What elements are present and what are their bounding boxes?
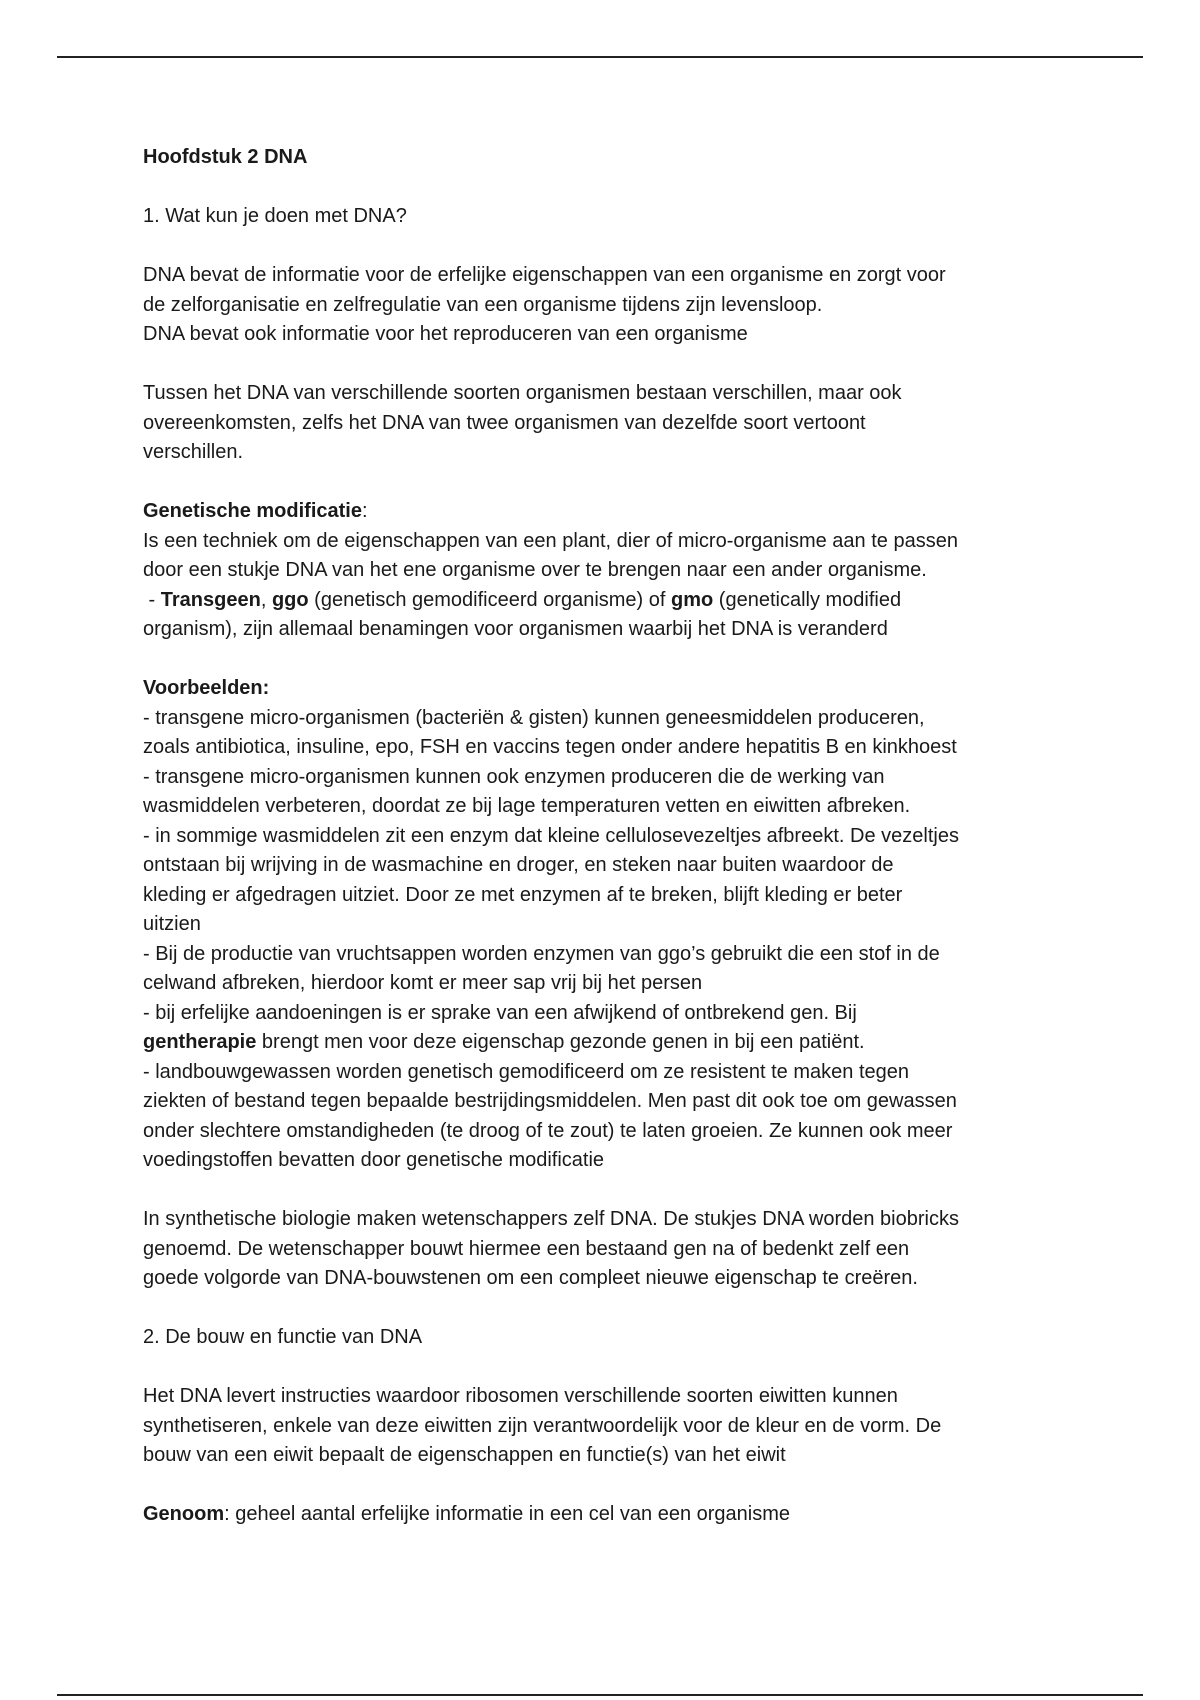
text-line: genoemd. De wetenschapper bouwt hiermee een bestaand gen na of bedenkt zelf een	[143, 1237, 910, 1260]
document-body	[143, 143, 1063, 1559]
text-line: - Bij de productie van vruchtsappen worden enzymen van ggo’s gebruikt die een stof in de	[143, 942, 940, 965]
text-line: - bij erfelijke aandoeningen is er sprake van een afwijkend of ontbrekend gen. Bij	[143, 1001, 857, 1024]
text-line: bouw van een eiwit bepaalt de eigenschappen en functie(s) van het eiwit	[143, 1444, 786, 1466]
examples-title: Voorbeelden:	[143, 677, 270, 699]
term-genetische-modificatie: Genetische modificatie	[143, 500, 362, 522]
text-line: kleding er afgedragen uitziet. Door ze met enzymen af te breken, blijft kleding er beter	[143, 883, 903, 906]
text-line: celwand afbreken, hierdoor komt er meer sap vrij bij het persen	[143, 972, 703, 994]
text-line: - transgene micro-organismen kunnen ook enzymen produceren die de werking van	[143, 765, 885, 788]
text-line: Het DNA levert instructies waardoor ribosomen verschillende soorten eiwitten kunnen	[143, 1385, 898, 1407]
text-line: overeenkomsten, zelfs het DNA van twee organismen van dezelfde soort vertoont	[143, 411, 866, 434]
text-line: ontstaan bij wrijving in de wasmachine en droger, en steken naar buiten waardoor de	[143, 854, 894, 876]
paragraph-dna-info	[143, 261, 1063, 350]
term-gmo: gmo	[671, 588, 714, 611]
text-line: ziekten of bestand tegen bepaalde bestrijdingsmiddelen. Men past dit ook toe om gewassen	[143, 1090, 957, 1112]
text-line: organism), zijn allemaal benamingen voor organismen waarbij het DNA is veranderd	[143, 618, 888, 640]
bottom-rule	[57, 1694, 1143, 1696]
text-line: voedingstoffen bevatten door genetische modificatie	[143, 1149, 605, 1171]
text-line: synthetiseren, enkele van deze eiwitten zijn verantwoordelijk voor de kleur en de vorm. De	[143, 1414, 942, 1437]
term-genoom: Genoom	[143, 1503, 225, 1525]
paragraph-synthetic-biology	[143, 1205, 1063, 1294]
text-line: Is een techniek om de eigenschappen van een plant, dier of micro-organisme aan te passen	[143, 529, 958, 552]
paragraph-examples	[143, 674, 1063, 1176]
term-gentherapie: gentherapie	[143, 1031, 257, 1053]
paragraph-genetic-modification	[143, 497, 1063, 645]
text-line: - transgene micro-organismen (bacteriën & gisten) kunnen geneesmiddelen produceren,	[143, 706, 925, 729]
text-line: onder slechtere omstandigheden (te droog of te zout) te laten groeien. Ze kunnen ook meer	[143, 1119, 953, 1142]
term-line: Genetische modificatie:	[143, 500, 368, 522]
text-line: - Transgeen, ggo (genetisch gemodificeerd organisme) of gmo (genetically modified	[143, 588, 902, 611]
text-line: DNA bevat ook informatie voor het reproduceren van een organisme	[143, 323, 748, 345]
text-line: In synthetische biologie maken wetenschappers zelf DNA. De stukjes DNA worden biobricks	[143, 1208, 959, 1230]
text-line: uitzien	[143, 913, 201, 935]
section-2-title: 2. De bouw en functie van DNA	[143, 1326, 423, 1348]
text-line: goede volgorde van DNA-bouwstenen om een compleet nieuwe eigenschap te creëren.	[143, 1267, 918, 1289]
top-rule	[57, 56, 1143, 58]
text-line: gentherapie brengt men voor deze eigenschap gezonde genen in bij een patiënt.	[143, 1031, 865, 1053]
text-line: zoals antibiotica, insuline, epo, FSH en vaccins tegen onder andere hepatitis B en kinkhoest	[143, 736, 957, 758]
text-line: de zelforganisatie en zelfregulatie van een organisme tijdens zijn levensloop.	[143, 293, 823, 316]
text-line: verschillen.	[143, 441, 244, 463]
paragraph-dna-function	[143, 1382, 1063, 1471]
text-line: wasmiddelen verbeteren, doordat ze bij lage temperaturen vetten en eiwitten afbreken.	[143, 795, 911, 817]
text-line: DNA bevat de informatie voor de erfelijke eigenschappen van een organisme en zorgt voor	[143, 264, 946, 286]
term-ggo: ggo	[271, 588, 309, 611]
paragraph-genoom: Genoom: geheel aantal erfelijke informatie in een cel van een organisme	[143, 1503, 791, 1525]
text-line: - in sommige wasmiddelen zit een enzym dat kleine cellulosevezeltjes afbreekt. De vezeltjes	[143, 824, 959, 847]
paragraph-differences	[143, 379, 1063, 468]
chapter-heading: Hoofdstuk 2 DNA	[143, 146, 308, 168]
text-line: Tussen het DNA van verschillende soorten organismen bestaan verschillen, maar ook	[143, 382, 902, 404]
text-line: door een stukje DNA van het ene organisme over te brengen naar een ander organisme.	[143, 559, 927, 581]
section-1-title: 1. Wat kun je doen met DNA?	[143, 205, 407, 227]
text-line: - landbouwgewassen worden genetisch gemodificeerd om ze resistent te maken tegen	[143, 1060, 909, 1083]
term-transgeen: Transgeen	[160, 588, 261, 611]
